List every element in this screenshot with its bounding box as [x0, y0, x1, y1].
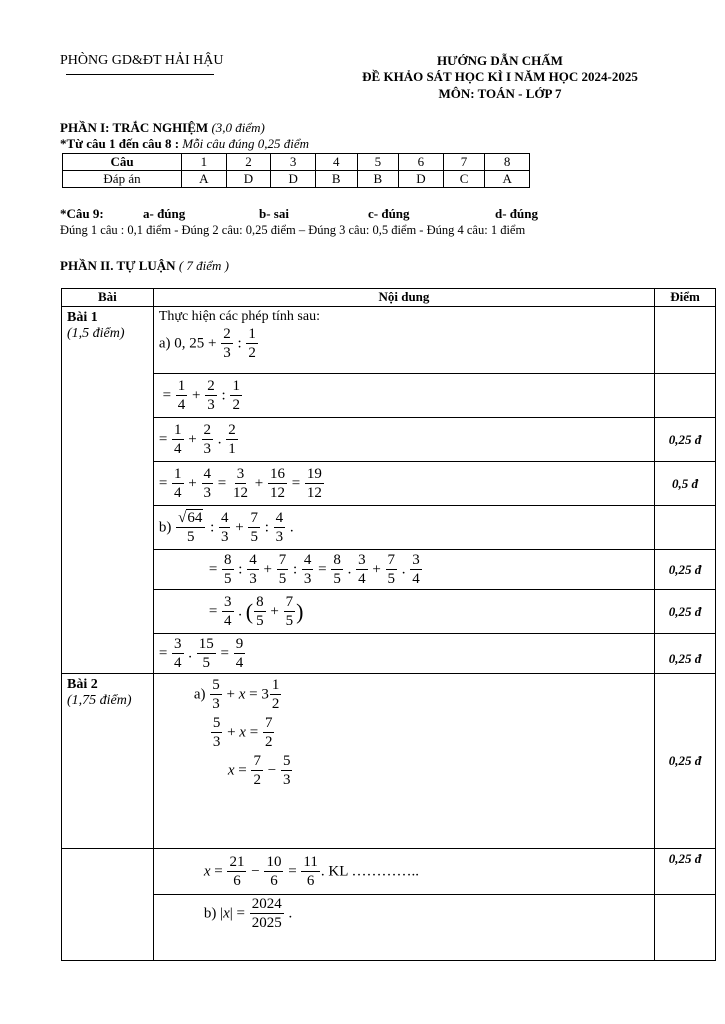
q9-c: c- đúng	[368, 206, 410, 221]
part2-title: PHẦN II. TỰ LUẬN	[60, 258, 176, 273]
col-diem: Điểm	[655, 289, 716, 307]
part2-points: ( 7 điểm )	[178, 258, 230, 273]
q9-label: *Câu 9:	[60, 206, 104, 221]
question-number: 8	[485, 154, 530, 171]
bai1-title: Bài 1	[67, 310, 98, 325]
score-cell	[655, 374, 716, 418]
table-header-row	[62, 289, 716, 307]
question-number: 1	[182, 154, 227, 171]
question-number: 6	[399, 154, 444, 171]
step-expression: = $\frac{3}{4}$ . $\frac{15}{5}$ = $\frac{9}{4}$	[158, 635, 244, 671]
question-number: 4	[315, 154, 357, 171]
answer-cell: A	[182, 171, 227, 188]
essay-table	[61, 288, 716, 961]
col-noidung: Nội dung	[153, 289, 654, 307]
step-cell	[153, 634, 654, 674]
step-expression: = $\frac{8}{5}$ : $\frac{4}{3}$ + $\frac{7}{5}$ : $\frac{4}{3}$ = $\frac{8}{5}$ . $\frac{3}{4}$ + $\frac{7}{5}$ . $\frac{3}{4}$	[208, 551, 420, 587]
step-expression: $\frac{5}{3}$ + x = $\frac{7}{2}$	[212, 715, 273, 750]
bai1-cell	[62, 307, 154, 674]
step-expression: x = $\frac{21}{6}$ − $\frac{10}{6}$ = $\frac{11}{6}$ . KL …………..	[203, 853, 420, 889]
question-number: 3	[271, 154, 316, 171]
question-number: 5	[357, 154, 399, 171]
col-bai: Bài	[62, 289, 154, 307]
step-cell	[153, 506, 654, 550]
conclusion-text: . KL …………..	[320, 862, 420, 879]
step-cell	[153, 674, 654, 849]
step-cell	[153, 895, 654, 961]
step-cell	[153, 462, 654, 506]
part1-note-italic: Mỗi câu đúng 0,25 điểm	[182, 136, 310, 151]
q9-a: a- đúng	[143, 206, 186, 221]
answer-cell: B	[357, 171, 399, 188]
part1-note-prefix: *Từ câu 1 đến câu 8 :	[60, 136, 180, 151]
step-expression: = $\frac{1}{4}$ + $\frac{4}{3}$ = $\frac{3}{12}$ + $\frac{16}{12}$ = $\frac{19}{12}$	[158, 465, 322, 501]
score-value: 0,5 đ	[655, 462, 716, 506]
bai2-title: Bài 2	[67, 677, 98, 692]
bai1-points: (1,5 điểm)	[67, 326, 125, 341]
question-number: 2	[226, 154, 271, 171]
table-row	[62, 506, 716, 550]
answer-table-label: Đáp án	[63, 171, 182, 188]
score-cell	[655, 895, 716, 961]
score-value: 0,25 đ	[655, 634, 716, 674]
part1-points: (3,0 điểm)	[211, 120, 265, 135]
exam-title: ĐỀ KHẢO SÁT HỌC KÌ I NĂM HỌC 2024-2025	[362, 69, 638, 84]
bai1-intro-cell	[153, 307, 654, 374]
table-row	[62, 849, 716, 895]
part1-heading	[60, 120, 265, 136]
answer-cell: D	[399, 171, 444, 188]
score-cell	[655, 506, 716, 550]
score-value: 0,25 đ	[655, 674, 716, 849]
answer-cell: B	[315, 171, 357, 188]
score-value: 0,25 đ	[655, 590, 716, 634]
doc-title: HƯỚNG DẪN CHẤM	[437, 53, 563, 68]
step-cell	[153, 418, 654, 462]
bai2-points: (1,75 điểm)	[67, 693, 132, 708]
score-value: 0,25 đ	[655, 550, 716, 590]
table-row	[62, 674, 716, 849]
department-name: PHÒNG GD&ĐT HẢI HẬU	[60, 53, 224, 68]
answer-cell: D	[271, 171, 316, 188]
part1-title: PHẦN I: TRẮC NGHIỆM	[60, 120, 209, 135]
step-cell	[153, 849, 654, 895]
bai2-part-a: a) $\frac{5}{3}$ + x = 3 $\frac{1}{2}$	[193, 677, 280, 712]
step-cell	[153, 550, 654, 590]
table-row	[62, 634, 716, 674]
table-row	[62, 590, 716, 634]
subject-title: MÔN: TOÁN - LỚP 7	[438, 86, 562, 101]
bai1-intro: Thực hiện các phép tính sau:	[158, 309, 320, 324]
bai1-part-a: a) 0, 25 + $\frac{2}{3}$ : $\frac{1}{2}$	[158, 326, 256, 361]
bai1-part-b: b) $\frac{√64}{5}$ : $\frac{4}{3}$ + $\frac{7}{5}$ : $\frac{4}{3}$ .	[158, 509, 294, 545]
q9-scoring: Đúng 1 câu : 0,1 điểm - Đúng 2 câu: 0,25 điểm – Đúng 3 câu: 0,5 điểm - Đúng 4 câu: 1 điểm	[60, 223, 526, 237]
answer-table-header: Câu	[63, 154, 182, 171]
table-row	[62, 418, 716, 462]
answer-table-row	[63, 171, 530, 188]
answer-table-row	[63, 154, 530, 171]
bai2-part-b: b) |x| = $\frac{2024}{2025}$ .	[203, 896, 293, 931]
answer-cell: A	[485, 171, 530, 188]
step-expression: = $\frac{1}{4}$ + $\frac{2}{3}$ : $\frac{1}{2}$	[158, 377, 240, 413]
step-cell	[153, 374, 654, 418]
part1-note	[60, 136, 309, 152]
answer-cell: C	[443, 171, 485, 188]
score-value: 0,25 đ	[655, 418, 716, 462]
q9-b: b- sai	[259, 206, 289, 221]
step-expression: x = $\frac{7}{2}$ − $\frac{5}{3}$	[227, 753, 291, 788]
score-value: 0,25 đ	[655, 849, 716, 895]
bai2-continued-cell	[62, 849, 154, 961]
step-cell	[153, 590, 654, 634]
step-expression: = $\frac{1}{4}$ + $\frac{2}{3}$ . $\frac{2}{1}$	[158, 421, 236, 457]
table-row	[62, 895, 716, 961]
header-underline	[66, 74, 214, 75]
answer-table	[62, 153, 530, 188]
table-row	[62, 462, 716, 506]
question-number: 7	[443, 154, 485, 171]
part2-heading	[60, 258, 229, 274]
table-row	[62, 550, 716, 590]
table-row	[62, 374, 716, 418]
bai2-cell	[62, 674, 154, 849]
score-cell	[655, 307, 716, 374]
answer-cell: D	[226, 171, 271, 188]
q9-d: d- đúng	[495, 206, 538, 221]
step-expression: = $\frac{3}{4}$ . ( $\frac{8}{5}$ + $\frac{7}{5}$ )	[208, 593, 304, 629]
table-row	[62, 307, 716, 374]
